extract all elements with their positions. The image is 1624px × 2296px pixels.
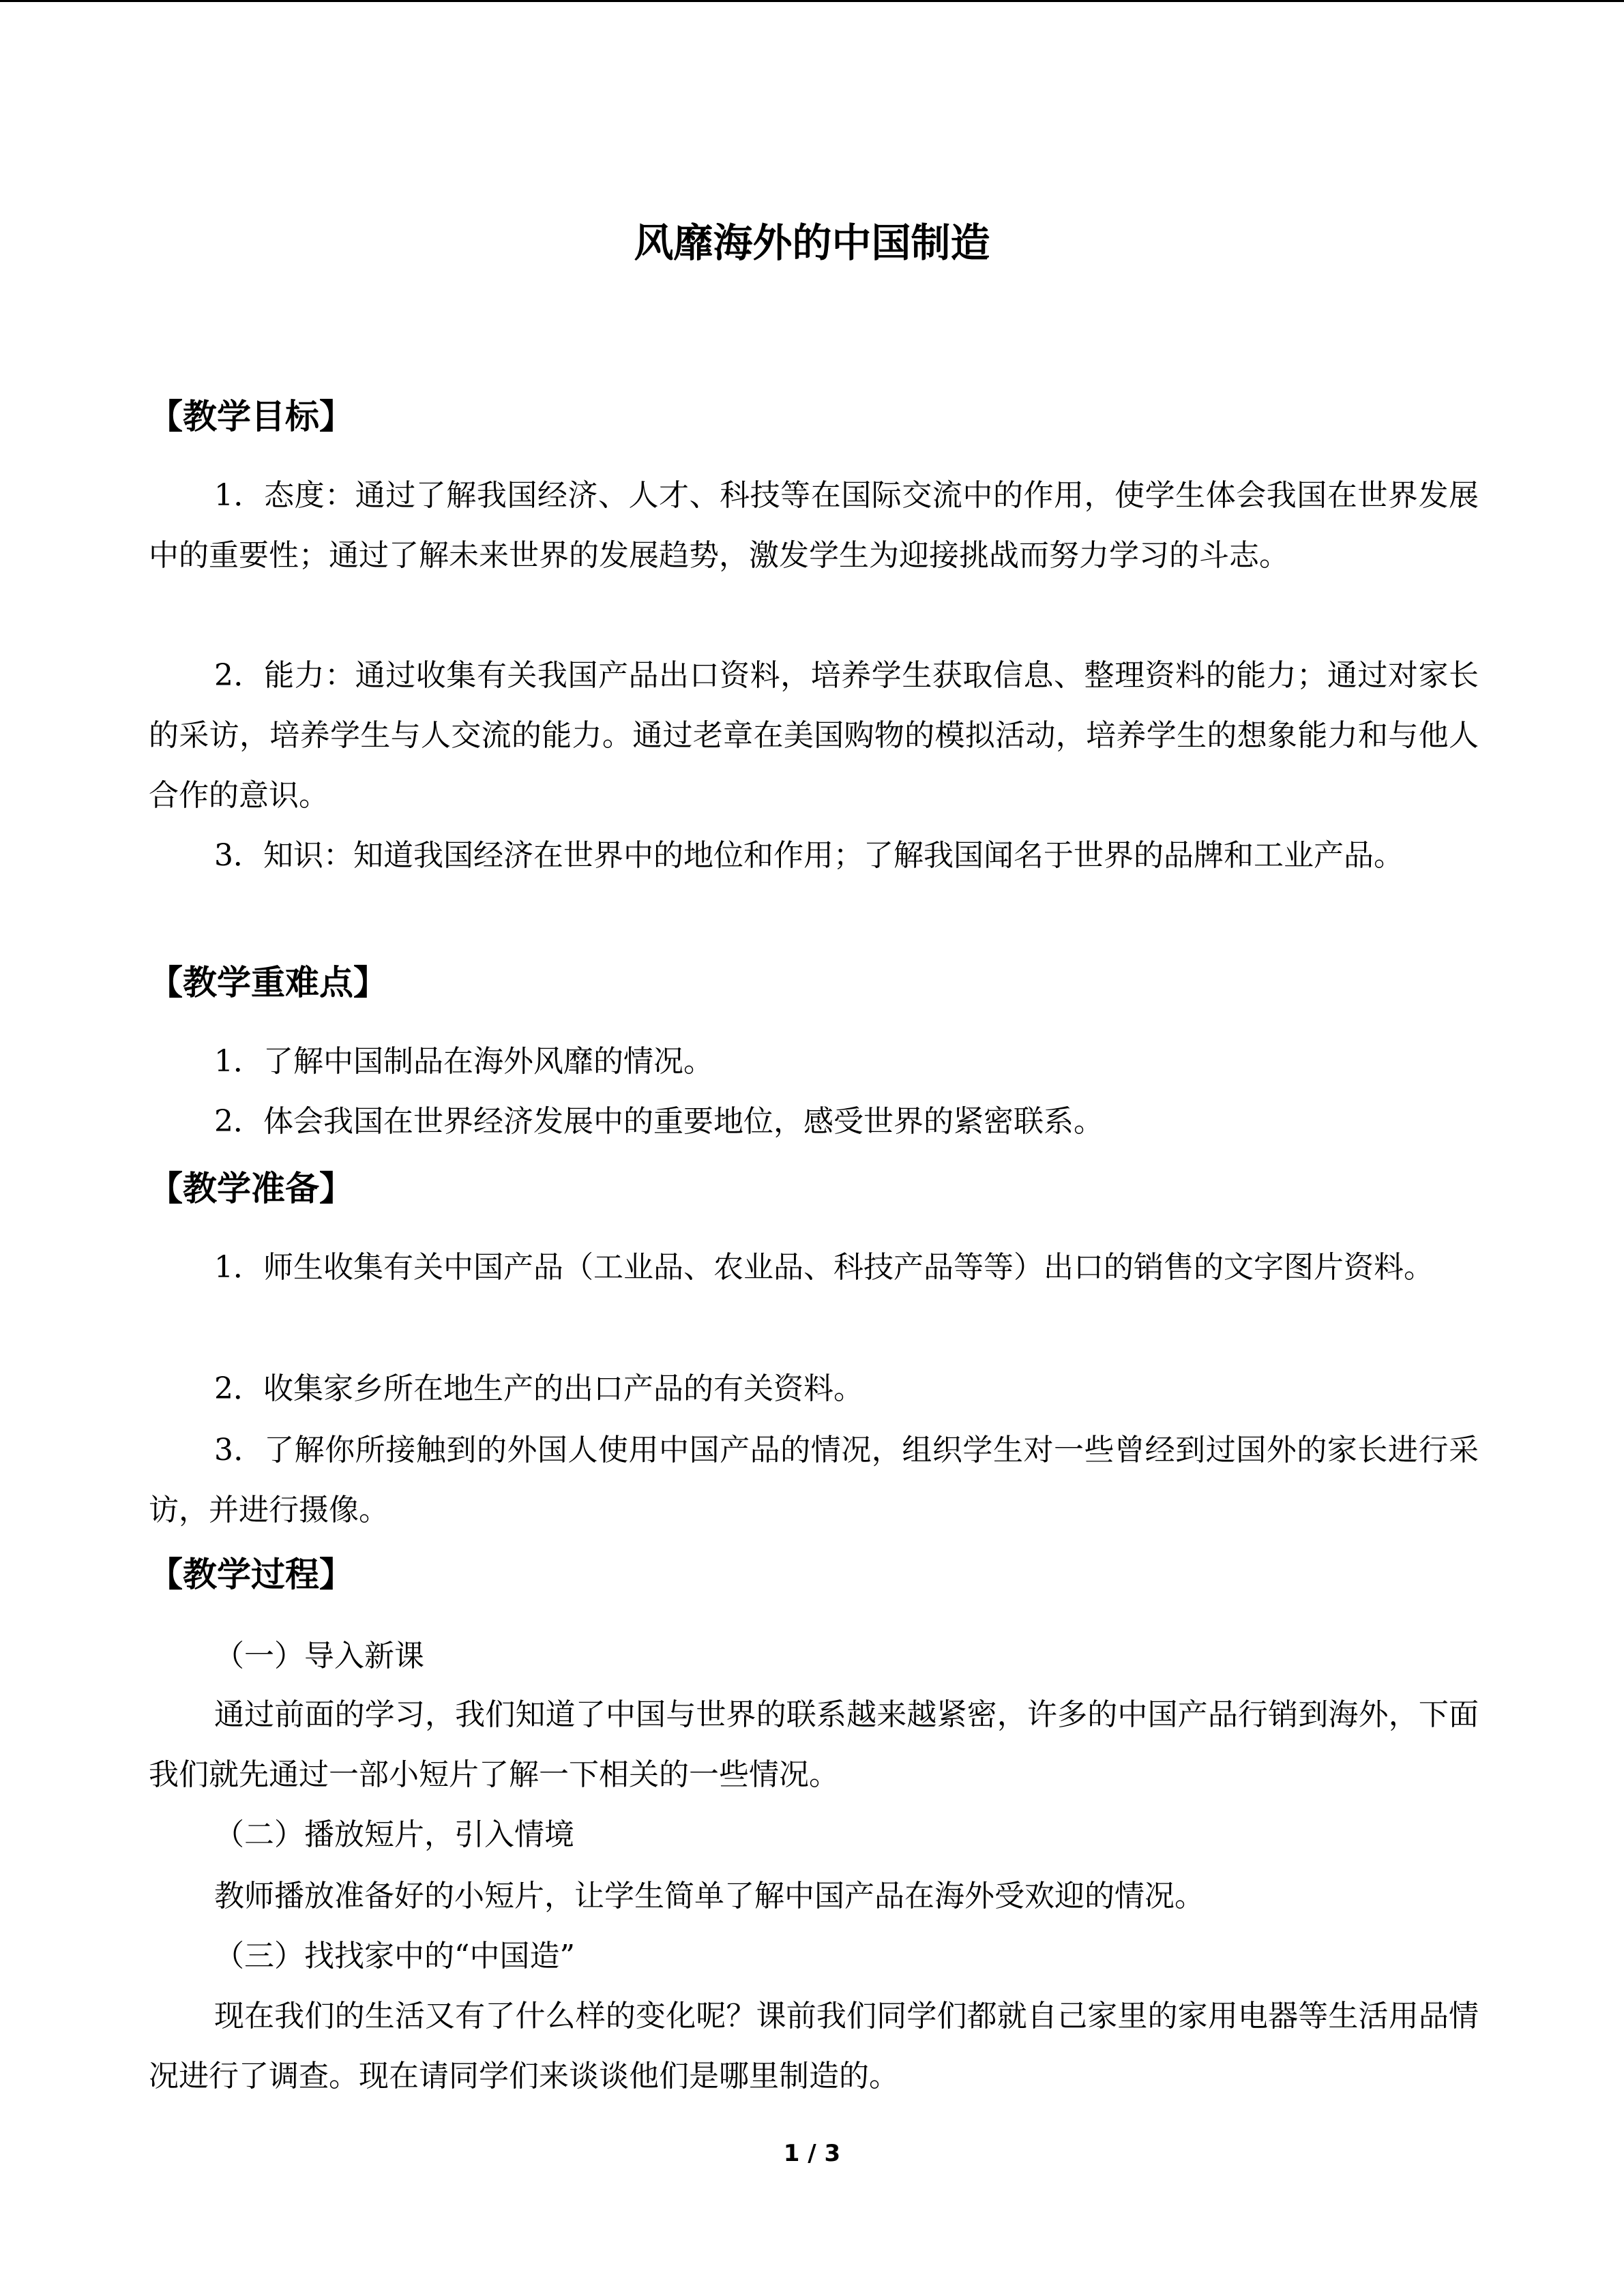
preparation-item-3: 3．了解你所接触到的外国人使用中国产品的情况，组织学生对一些曾经到过国外的家长进行采访，并进行摄像。 (149, 1433, 1479, 1527)
process-step-text-3: 现在我们的生活又有了什么样的变化呢？课前我们同学们都就自己家里的家用电器等生活用品情况进行了调查。现在请同学们来谈谈他们是哪里制造的。 (149, 1999, 1479, 2093)
preparation-item-2: 2．收集家乡所在地生产的出口产品的有关资料。 (214, 1371, 863, 1406)
section-heading-process: 【教学过程】 (149, 1555, 353, 1594)
key-point-item-1: 1．了解中国制品在海外风靡的情况。 (214, 1044, 713, 1079)
section-heading-goals: 【教学目标】 (149, 397, 353, 436)
section-heading-preparation: 【教学准备】 (149, 1169, 353, 1208)
process-step-title-3: （三）找找家中的“中国造” (214, 1939, 575, 1973)
document-title: 风靡海外的中国制造 (634, 220, 990, 266)
preparation-item-1: 1．师生收集有关中国产品（工业品、农业品、科技产品等等）出口的销售的文字图片资料。 (214, 1250, 1434, 1285)
page-indicator: 1 / 3 (783, 2140, 841, 2167)
goal-item-1: 1．态度：通过了解我国经济、人才、科技等在国际交流中的作用，使学生体会我国在世界发展中的重要性；通过了解未来世界的发展趋势，激发学生为迎接挑战而努力学习的斗志。 (149, 478, 1479, 573)
key-point-item-2: 2．体会我国在世界经济发展中的重要地位，感受世界的紧密联系。 (214, 1104, 1104, 1139)
process-step-title-1: （一）导入新课 (214, 1639, 424, 1673)
process-step-title-2: （二）播放短片，引入情境 (214, 1817, 574, 1852)
process-step-text-1: 通过前面的学习，我们知道了中国与世界的联系越来越紧密，许多的中国产品行销到海外，下面我们就先通过一部小短片了解一下相关的一些情况。 (149, 1697, 1479, 1792)
goal-item-3: 3．知识：知道我国经济在世界中的地位和作用；了解我国闻名于世界的品牌和工业产品。 (214, 838, 1404, 873)
goal-item-2: 2．能力：通过收集有关我国产品出口资料，培养学生获取信息、整理资料的能力；通过对家长的采访，培养学生与人交流的能力。通过老章在美国购物的模拟活动，培养学生的想象能力和与他人合作的意识。 (149, 658, 1479, 813)
process-step-text-2: 教师播放准备好的小短片，让学生简单了解中国产品在海外受欢迎的情况。 (214, 1879, 1205, 1913)
section-heading-key-points: 【教学重难点】 (149, 963, 387, 1002)
